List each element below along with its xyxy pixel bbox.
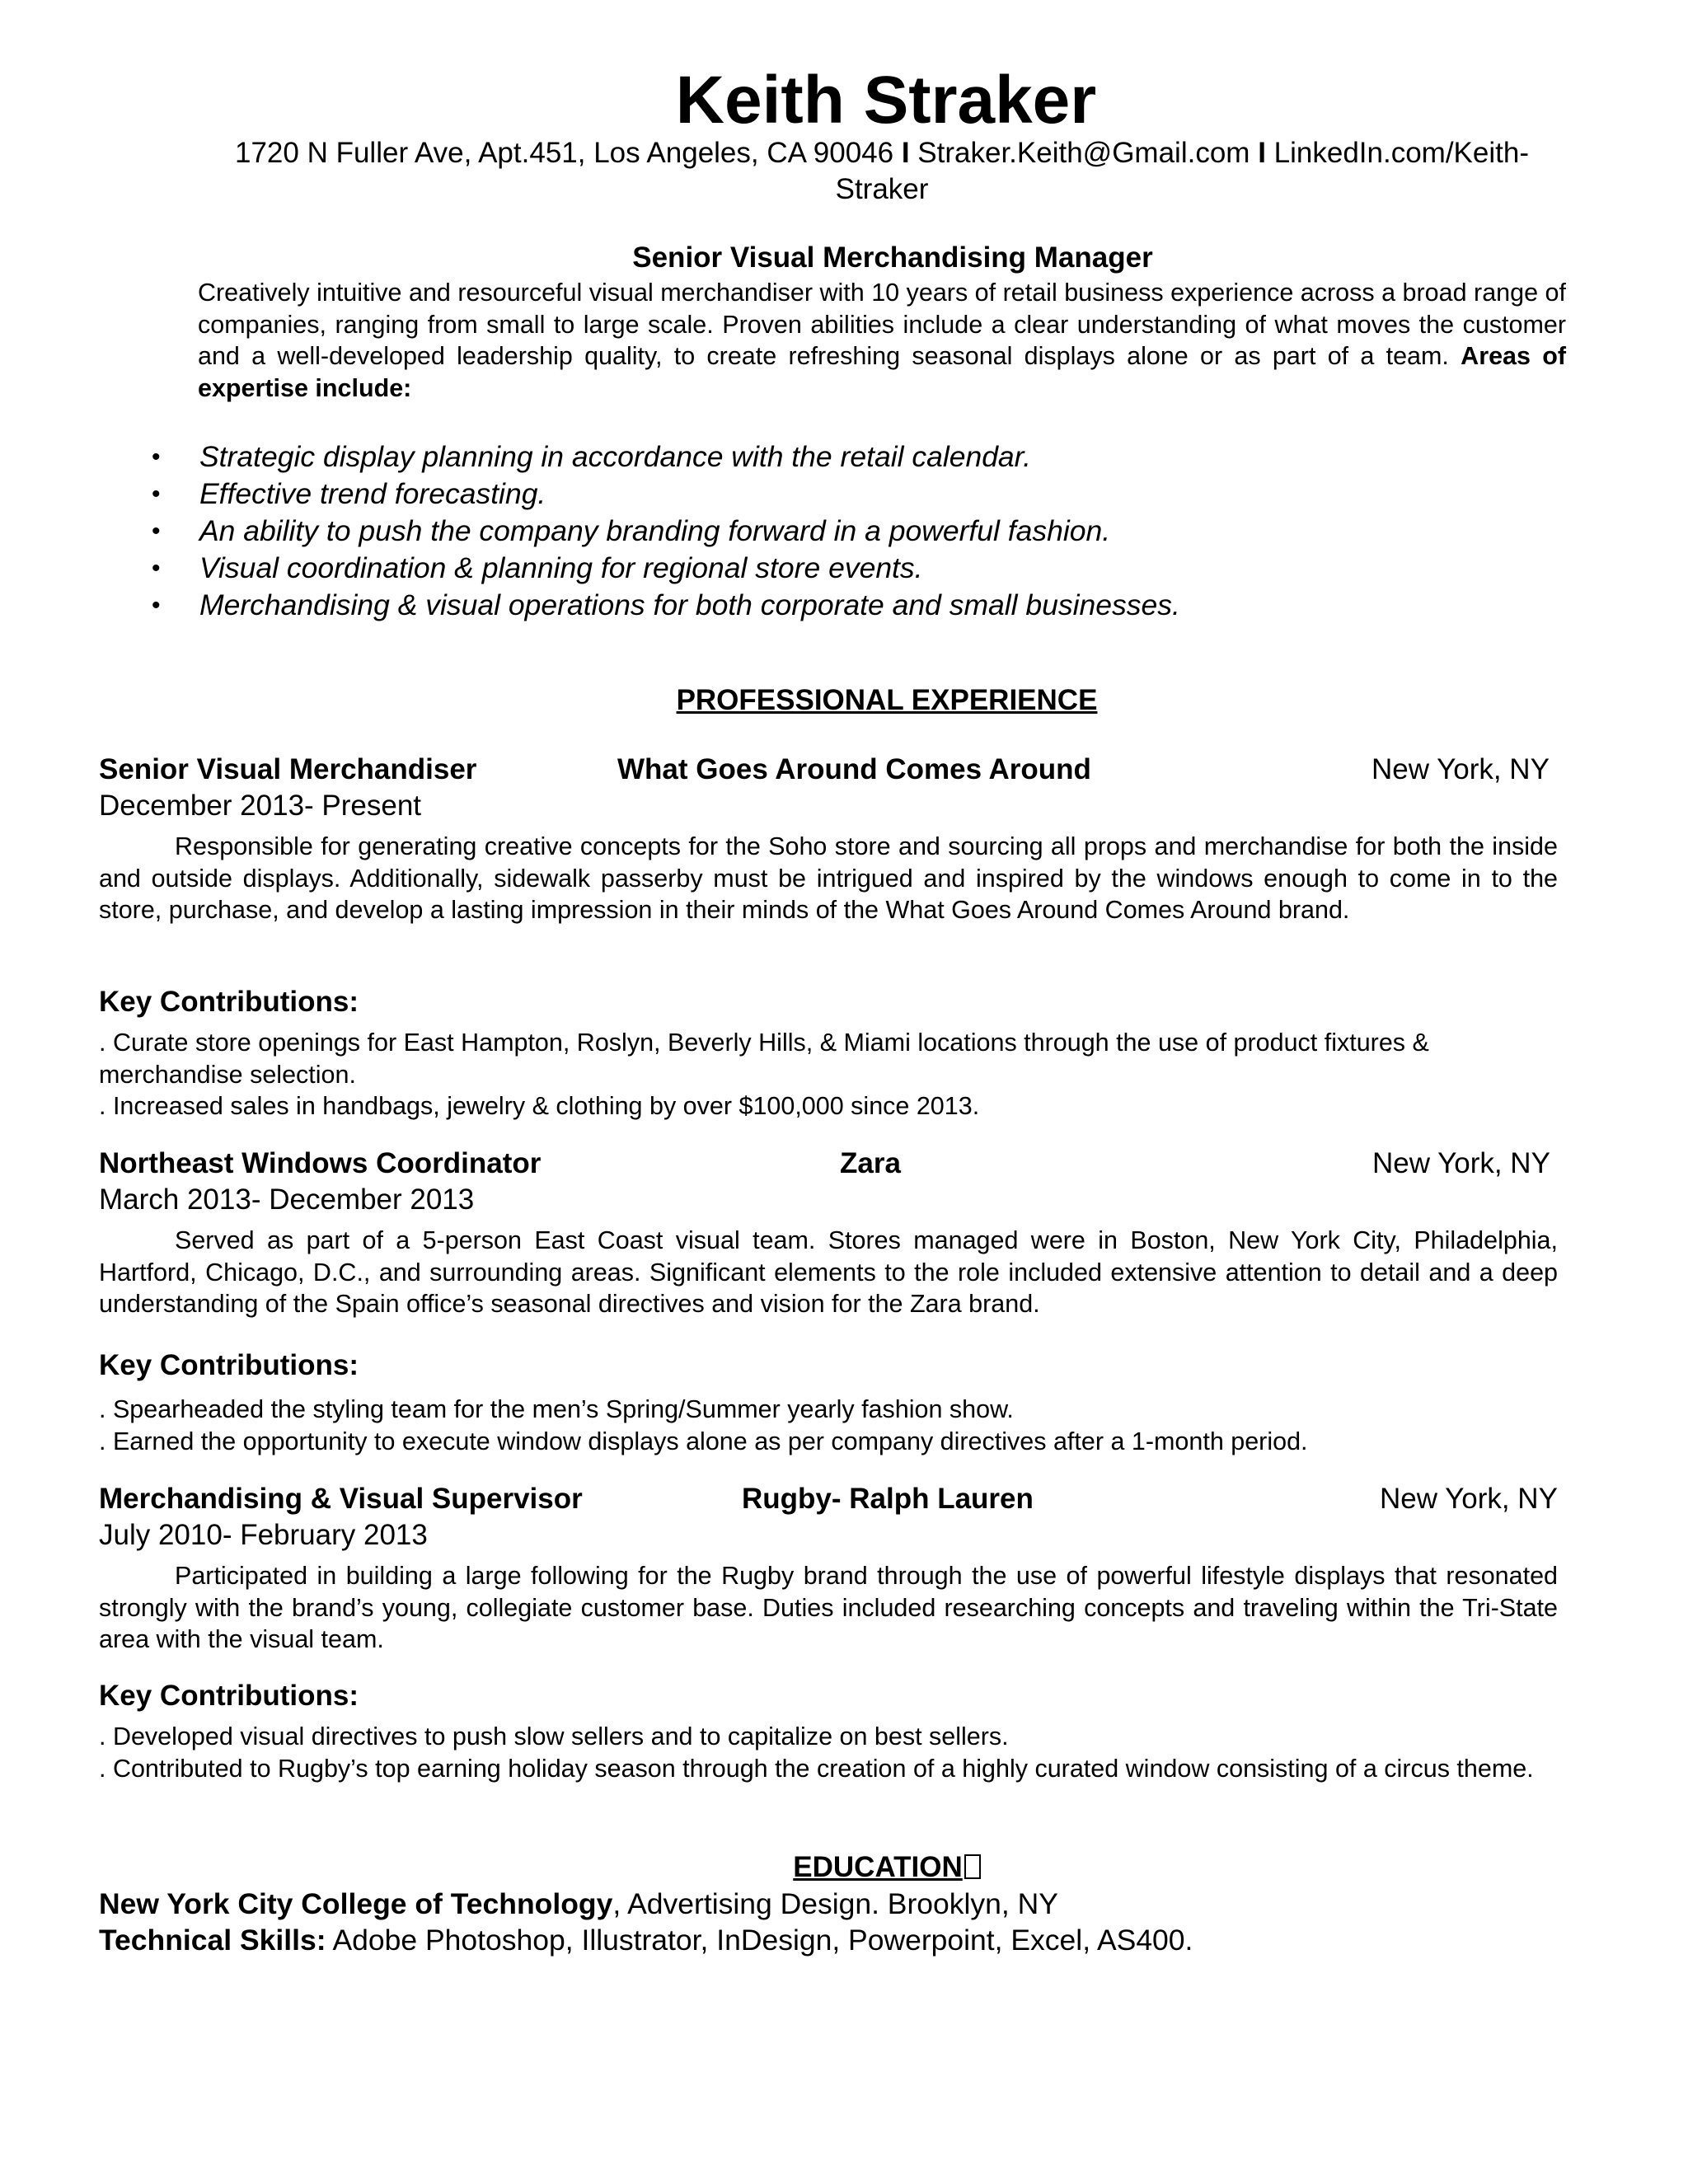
job-location: New York, NY [1380,1483,1558,1515]
expertise-item: • An ability to push the company branding forward in a powerful fashion. [148,513,1599,550]
linkedin-link[interactable]: LinkedIn.com/Keith-Straker [835,137,1529,205]
email-link[interactable]: Straker.Keith@Gmail.com [917,137,1250,169]
bullet-icon: • [152,480,161,508]
key-contributions-heading: Key Contributions: [99,1680,359,1712]
key-contributions-heading: Key Contributions: [99,1349,359,1381]
job-dates: December 2013- Present [99,790,422,822]
bullet-icon: • [152,443,161,471]
section-title-education: EDUCATION [0,1849,1688,1886]
contact-line [198,135,1566,208]
summary [198,277,1566,404]
job-title: Senior Visual Merchandiser [99,753,477,785]
job-company: Rugby- Ralph Lauren [742,1483,1034,1515]
candidate-name: Keith Straker [675,63,1097,138]
job-dates: March 2013- December 2013 [99,1183,475,1216]
contribution-item: . Curate store openings for East Hampton, Roslyn, Beverly Hills, & Miami locations through the use of product fixtures & merchandise selection. [99,1029,1429,1089]
degree-detail: , Advertising Design. Brooklyn, NY [612,1887,1058,1920]
contribution-item: . Increased sales in handbags, jewelry & clothing by over $100,000 since 2013. [99,1092,980,1120]
expertise-item: • Strategic display planning in accordance with the retail calendar. [148,438,1599,476]
headline: Senior Visual Merchandising Manager [632,241,1153,274]
job-description: Participated in building a large following for the Rugby brand through the use of powerful lifestyle displays that resonated strongly with the brand’s young, collegiate customer base. Duties included researching concepts and traveling within the Tri-State area with the visual team. [99,1562,1558,1653]
key-contributions-list [99,1721,1558,1784]
job-company: Zara [840,1147,901,1179]
job-location: New York, NY [1372,753,1550,785]
bullet-icon: • [152,518,161,545]
education-line [99,1886,1058,1922]
contribution-item: . Contributed to Rugby’s top earning holiday season through the creation of a highly curated window consisting of a circus theme. [99,1754,1534,1783]
job-title: Northeast Windows Coordinator [99,1147,542,1179]
key-contributions-list [99,1027,1558,1122]
expertise-item: • Visual coordination & planning for regional store events. [148,550,1599,587]
address: 1720 N Fuller Ave, Apt.451, Los Angeles, CA 90046 [235,137,894,169]
expertise-list [148,438,1599,624]
job-description: Responsible for generating creative concepts for the Soho store and sourcing all props and merchandise for both the inside and outside displays. Additionally, sidewalk passerby must be intrigued and inspired by the windows enough to come in to the store, purchase, and develop a lasting impression in their minds of the What Goes Around Comes Around brand. [99,832,1558,924]
skills-line [99,1922,1193,1958]
expertise-label: Areas of expertise include: [198,342,1567,402]
contact-separator: I [1258,137,1266,169]
key-contributions-heading: Key Contributions: [99,986,359,1018]
contact-separator: I [901,137,910,169]
bullet-icon: • [152,592,161,619]
job-dates: July 2010- February 2013 [99,1519,428,1551]
contribution-item: . Developed visual directives to push slow sellers and to capitalize on best sellers. [99,1722,1009,1750]
school-name: New York City College of Technology [99,1887,613,1920]
expertise-item: • Effective trend forecasting. [148,476,1599,513]
skills-list: Adobe Photoshop, Illustrator, InDesign, Powerpoint, Excel, AS400. [326,1924,1193,1957]
missing-glyph-icon [964,1854,981,1879]
summary-text: Creatively intuitive and resourceful visual merchandiser with 10 years of retail business experience across a broad range of companies, ranging from small to large scale. Proven abilities include a clear understanding of what moves the customer and a well-developed leadership quality, to create refreshing seasonal displays alone or as part of a team. [198,279,1566,370]
key-contributions-list [99,1394,1558,1457]
job-title: Merchandising & Visual Supervisor [99,1483,583,1515]
bullet-icon: • [152,555,161,582]
expertise-item: • Merchandising & visual operations for both corporate and small businesses. [148,587,1599,624]
section-title-experience: PROFESSIONAL EXPERIENCE [676,684,1098,716]
job-description: Served as part of a 5-person East Coast visual team. Stores managed were in Boston, New York City, Philadelphia, Hartford, Chicago, D.C., and surrounding areas. Significant elements to the role included extensive attention to detail and a deep understanding of the Spain office’s seasonal directives and vision for the Zara brand. [99,1226,1558,1318]
job-location: New York, NY [1372,1147,1550,1179]
contribution-item: . Earned the opportunity to execute window displays alone as per company directives after a 1-month period. [99,1427,1308,1455]
skills-label: Technical Skills: [99,1924,326,1957]
job-company: What Goes Around Comes Around [617,753,1091,785]
contribution-item: . Spearheaded the styling team for the men’s Spring/Summer yearly fashion show. [99,1395,1014,1423]
